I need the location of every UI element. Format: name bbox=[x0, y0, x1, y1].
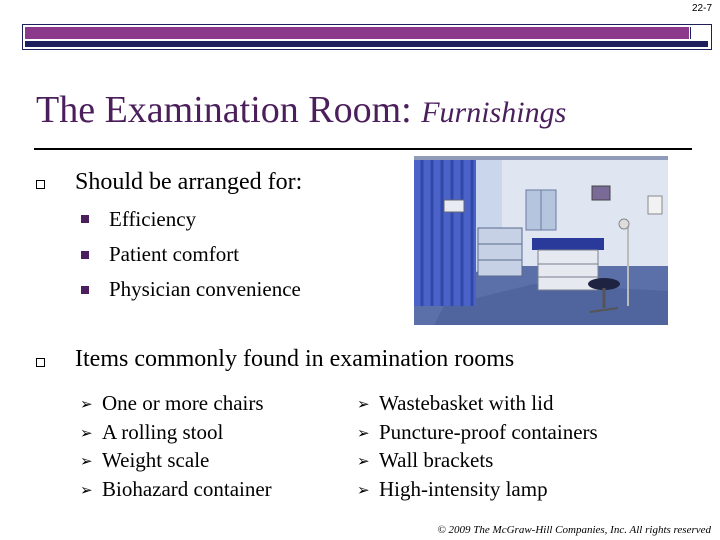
square-bullet-icon bbox=[81, 286, 89, 294]
item-wall-brackets: Wall brackets bbox=[379, 448, 494, 472]
header-bar-navy bbox=[25, 41, 708, 47]
header-bar bbox=[22, 24, 712, 50]
exam-room-photo bbox=[414, 156, 668, 325]
bullet-arranged-for: Should be arranged for: bbox=[75, 169, 303, 195]
title-subtitle: Furnishings bbox=[421, 96, 567, 129]
arrow-bullet-icon: ➢ bbox=[80, 424, 93, 442]
arrow-bullet-icon: ➢ bbox=[357, 395, 370, 413]
slide-title bbox=[36, 88, 566, 132]
arrow-bullet-icon: ➢ bbox=[80, 395, 93, 413]
item-biohazard-container: Biohazard container bbox=[102, 477, 272, 501]
item-wastebasket: Wastebasket with lid bbox=[379, 391, 554, 415]
copyright-footer: © 2009 The McGraw-Hill Companies, Inc. All rights reserved bbox=[437, 524, 711, 536]
subitem-patient-comfort: Patient comfort bbox=[109, 242, 240, 266]
item-rolling-stool: A rolling stool bbox=[102, 420, 224, 444]
header-bar-corner bbox=[690, 27, 709, 39]
arrow-bullet-icon: ➢ bbox=[357, 481, 370, 499]
subitem-efficiency: Efficiency bbox=[109, 207, 197, 231]
subitem-physician-convenience: Physician convenience bbox=[109, 277, 301, 301]
arrow-bullet-icon: ➢ bbox=[80, 452, 93, 470]
square-bullet-icon bbox=[81, 251, 89, 259]
bullet-items-common: Items commonly found in examination rooms bbox=[75, 346, 515, 372]
slide-number: 22-7 bbox=[691, 3, 712, 14]
arrow-bullet-icon: ➢ bbox=[80, 481, 93, 499]
bullet-box-icon bbox=[36, 180, 45, 189]
arrow-bullet-icon: ➢ bbox=[357, 424, 370, 442]
bullet-box-icon bbox=[36, 358, 45, 367]
item-chairs: One or more chairs bbox=[102, 391, 264, 415]
title-main: The Examination Room: bbox=[36, 89, 412, 131]
header-bar-purple bbox=[25, 27, 689, 39]
square-bullet-icon bbox=[81, 215, 89, 223]
item-weight-scale: Weight scale bbox=[102, 448, 210, 472]
arrow-bullet-icon: ➢ bbox=[357, 452, 370, 470]
title-rule bbox=[34, 148, 692, 150]
item-puncture-proof: Puncture-proof containers bbox=[379, 420, 598, 444]
item-high-intensity-lamp: High-intensity lamp bbox=[379, 477, 548, 501]
